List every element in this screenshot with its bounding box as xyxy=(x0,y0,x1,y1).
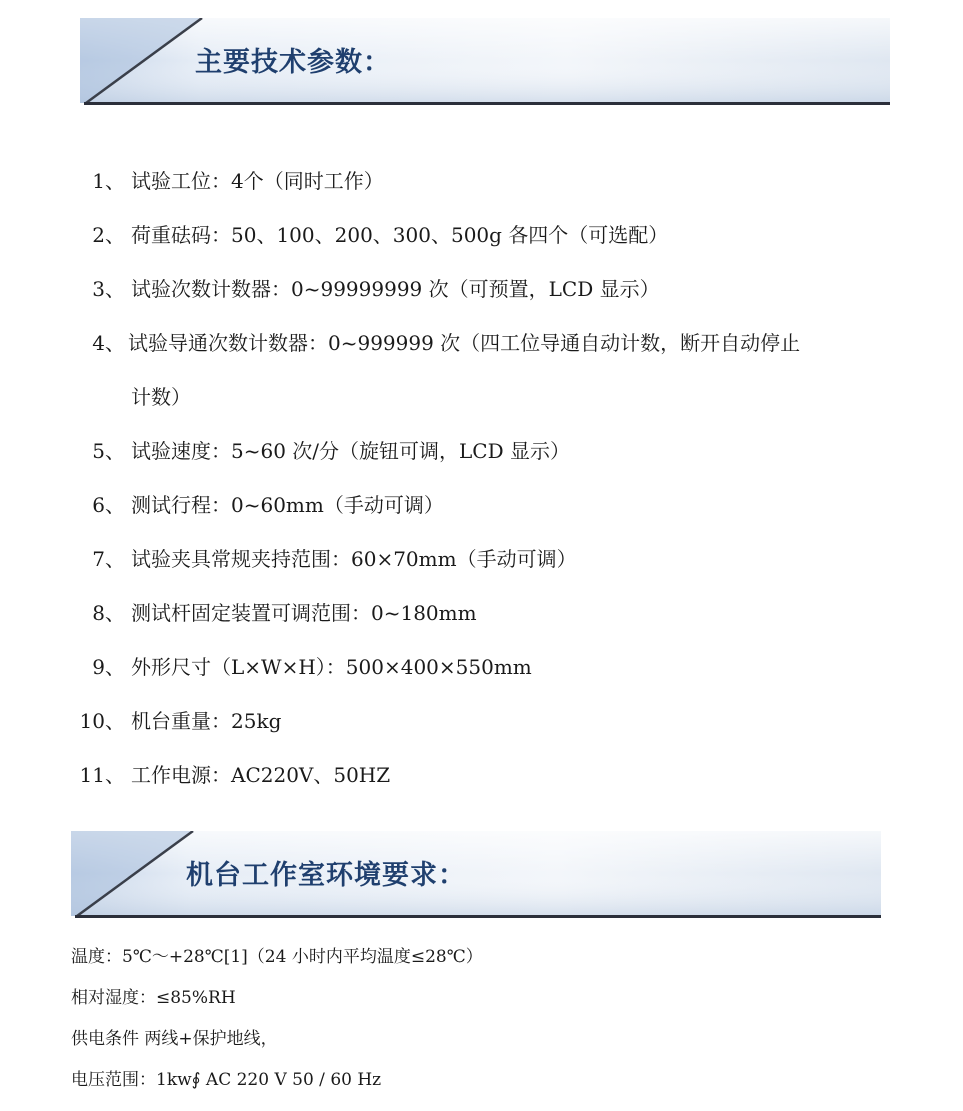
spec-text: 试验导通次数计数器：0~999999 次（四工位导通自动计数，断开自动停止 xyxy=(128,331,801,355)
spec-text: 试验次数计数器：0~99999999 次（可预置，LCD 显示） xyxy=(131,277,660,301)
spec-number: 2、 xyxy=(92,223,125,247)
spec-text: 试验工位：4个（同时工作） xyxy=(131,169,384,193)
spec-item xyxy=(0,694,963,748)
spec-continuation: 计数） xyxy=(131,385,191,409)
spec-text: 机台重量：25kg xyxy=(131,709,282,733)
section-banner-environment xyxy=(71,831,881,919)
spec-number: 3、 xyxy=(92,277,125,301)
spec-item xyxy=(0,262,963,316)
spec-item xyxy=(0,478,963,532)
environment-item: 相对湿度：≤85%RH xyxy=(71,988,236,1008)
spec-number: 1、 xyxy=(92,169,125,193)
section-title: 主要技术参数： xyxy=(195,47,391,78)
spec-text: 荷重砝码：50、100、200、300、500g 各四个（可选配） xyxy=(131,223,669,247)
section-banner-specs xyxy=(80,18,890,106)
spec-item xyxy=(0,424,963,478)
spec-item xyxy=(0,208,963,262)
spec-text: 试验夹具常规夹持范围：60×70mm（手动可调） xyxy=(131,547,577,571)
spec-item xyxy=(0,748,963,802)
spec-text: 试验速度：5~60 次/分（旋钮可调，LCD 显示） xyxy=(131,439,571,463)
environment-item: 供电条件 两线+保护地线， xyxy=(71,1029,278,1049)
spec-item xyxy=(0,154,963,208)
spec-number: 6、 xyxy=(92,493,125,517)
spec-text: 测试杆固定装置可调范围：0~180mm xyxy=(131,601,477,625)
spec-text: 外形尺寸（L×W×H）：500×400×550mm xyxy=(131,655,532,679)
spec-number: 8、 xyxy=(92,601,125,625)
spec-number: 5、 xyxy=(92,439,125,463)
spec-number: 11、 xyxy=(79,763,125,787)
spec-number: 7、 xyxy=(92,547,125,571)
spec-item xyxy=(0,316,963,370)
spec-item xyxy=(0,586,963,640)
environment-item: 温度：5℃～+28℃[1]（24 小时内平均温度≤28℃） xyxy=(71,947,483,967)
spec-number: 9、 xyxy=(92,655,125,679)
environment-item: 电压范围：1kw∮ AC 220 V 50 / 60 Hz xyxy=(71,1070,382,1090)
section-title: 机台工作室环境要求： xyxy=(186,860,466,891)
spec-list xyxy=(0,154,963,802)
spec-number: 10、 xyxy=(79,709,125,733)
environment-list xyxy=(71,937,483,1101)
spec-item xyxy=(0,532,963,586)
spec-number: 4、 xyxy=(92,331,125,355)
spec-item xyxy=(0,640,963,694)
spec-text: 工作电源：AC220V、50HZ xyxy=(131,763,391,787)
spec-text: 测试行程：0~60mm（手动可调） xyxy=(131,493,444,517)
